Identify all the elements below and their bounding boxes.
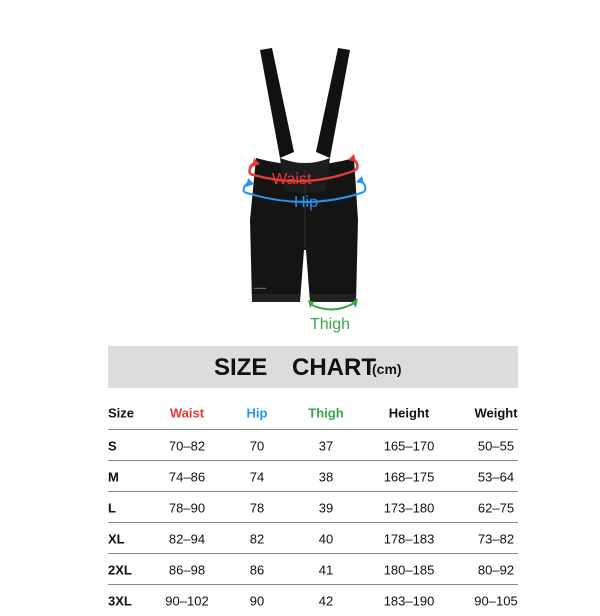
cell-size: XL	[108, 531, 125, 546]
table-header-row	[108, 396, 518, 430]
header-waist: Waist	[169, 405, 205, 421]
bib-shorts-illustration	[230, 40, 380, 340]
cell-waist: 90–102	[165, 593, 209, 608]
size-chart-header	[108, 346, 518, 388]
table-row	[108, 554, 518, 585]
cell-weight: 73–82	[477, 531, 515, 546]
chart-title-chart: CHART	[292, 354, 376, 381]
header-thigh: Thigh	[308, 405, 344, 421]
table-row	[108, 585, 518, 616]
waist-label: Waist	[272, 171, 312, 188]
cell-height: 165–170	[383, 438, 435, 453]
cell-height: 173–180	[383, 500, 435, 515]
left-strap	[260, 48, 294, 158]
header-size: Size	[108, 405, 135, 421]
cell-waist: 82–94	[168, 531, 206, 546]
cell-height: 178–183	[383, 531, 435, 546]
header-hip: Hip	[246, 405, 268, 421]
cell-size: S	[108, 438, 117, 453]
cell-thigh: 39	[318, 500, 334, 515]
cell-size: L	[108, 500, 116, 515]
cell-weight: 90–105	[474, 593, 518, 608]
chart-title-size: SIZE	[214, 354, 268, 381]
header-weight: Weight	[474, 405, 518, 421]
table-row	[108, 492, 518, 523]
cell-thigh: 40	[318, 531, 334, 546]
cell-weight: 80–92	[477, 562, 515, 577]
cell-waist: 78–90	[168, 500, 206, 515]
cell-height: 183–190	[383, 593, 435, 608]
cell-thigh: 37	[318, 438, 334, 453]
cell-hip: 86	[249, 562, 265, 577]
thigh-arrow-icon	[310, 302, 356, 310]
cell-hip: 74	[249, 469, 265, 484]
cell-hip: 78	[249, 500, 265, 515]
cell-waist: 86–98	[168, 562, 206, 577]
cell-weight: 50–55	[477, 438, 515, 453]
hip-label: Hip	[294, 194, 319, 211]
table-row	[108, 430, 518, 461]
cell-height: 168–175	[383, 469, 435, 484]
chart-title-unit: (cm)	[372, 361, 402, 377]
cell-height: 180–185	[383, 562, 435, 577]
cell-weight: 62–75	[477, 500, 515, 515]
cell-thigh: 38	[318, 469, 334, 484]
thigh-label: Thigh	[310, 316, 351, 333]
table-row	[108, 461, 518, 492]
cell-size: 2XL	[108, 562, 132, 577]
cell-waist: 70–82	[168, 438, 206, 453]
header-height: Height	[388, 405, 430, 421]
right-strap	[316, 48, 350, 158]
cell-hip: 70	[249, 438, 265, 453]
brand-mark: ━━━━	[254, 286, 267, 292]
cell-weight: 53–64	[477, 469, 515, 484]
table-row	[108, 523, 518, 554]
cell-hip: 82	[249, 531, 265, 546]
cell-waist: 74–86	[168, 469, 206, 484]
cell-thigh: 41	[318, 562, 334, 577]
cell-size: 3XL	[108, 593, 132, 608]
cell-hip: 90	[249, 593, 265, 608]
cell-size: M	[108, 469, 119, 484]
cell-thigh: 42	[318, 593, 334, 608]
size-table	[108, 396, 518, 616]
